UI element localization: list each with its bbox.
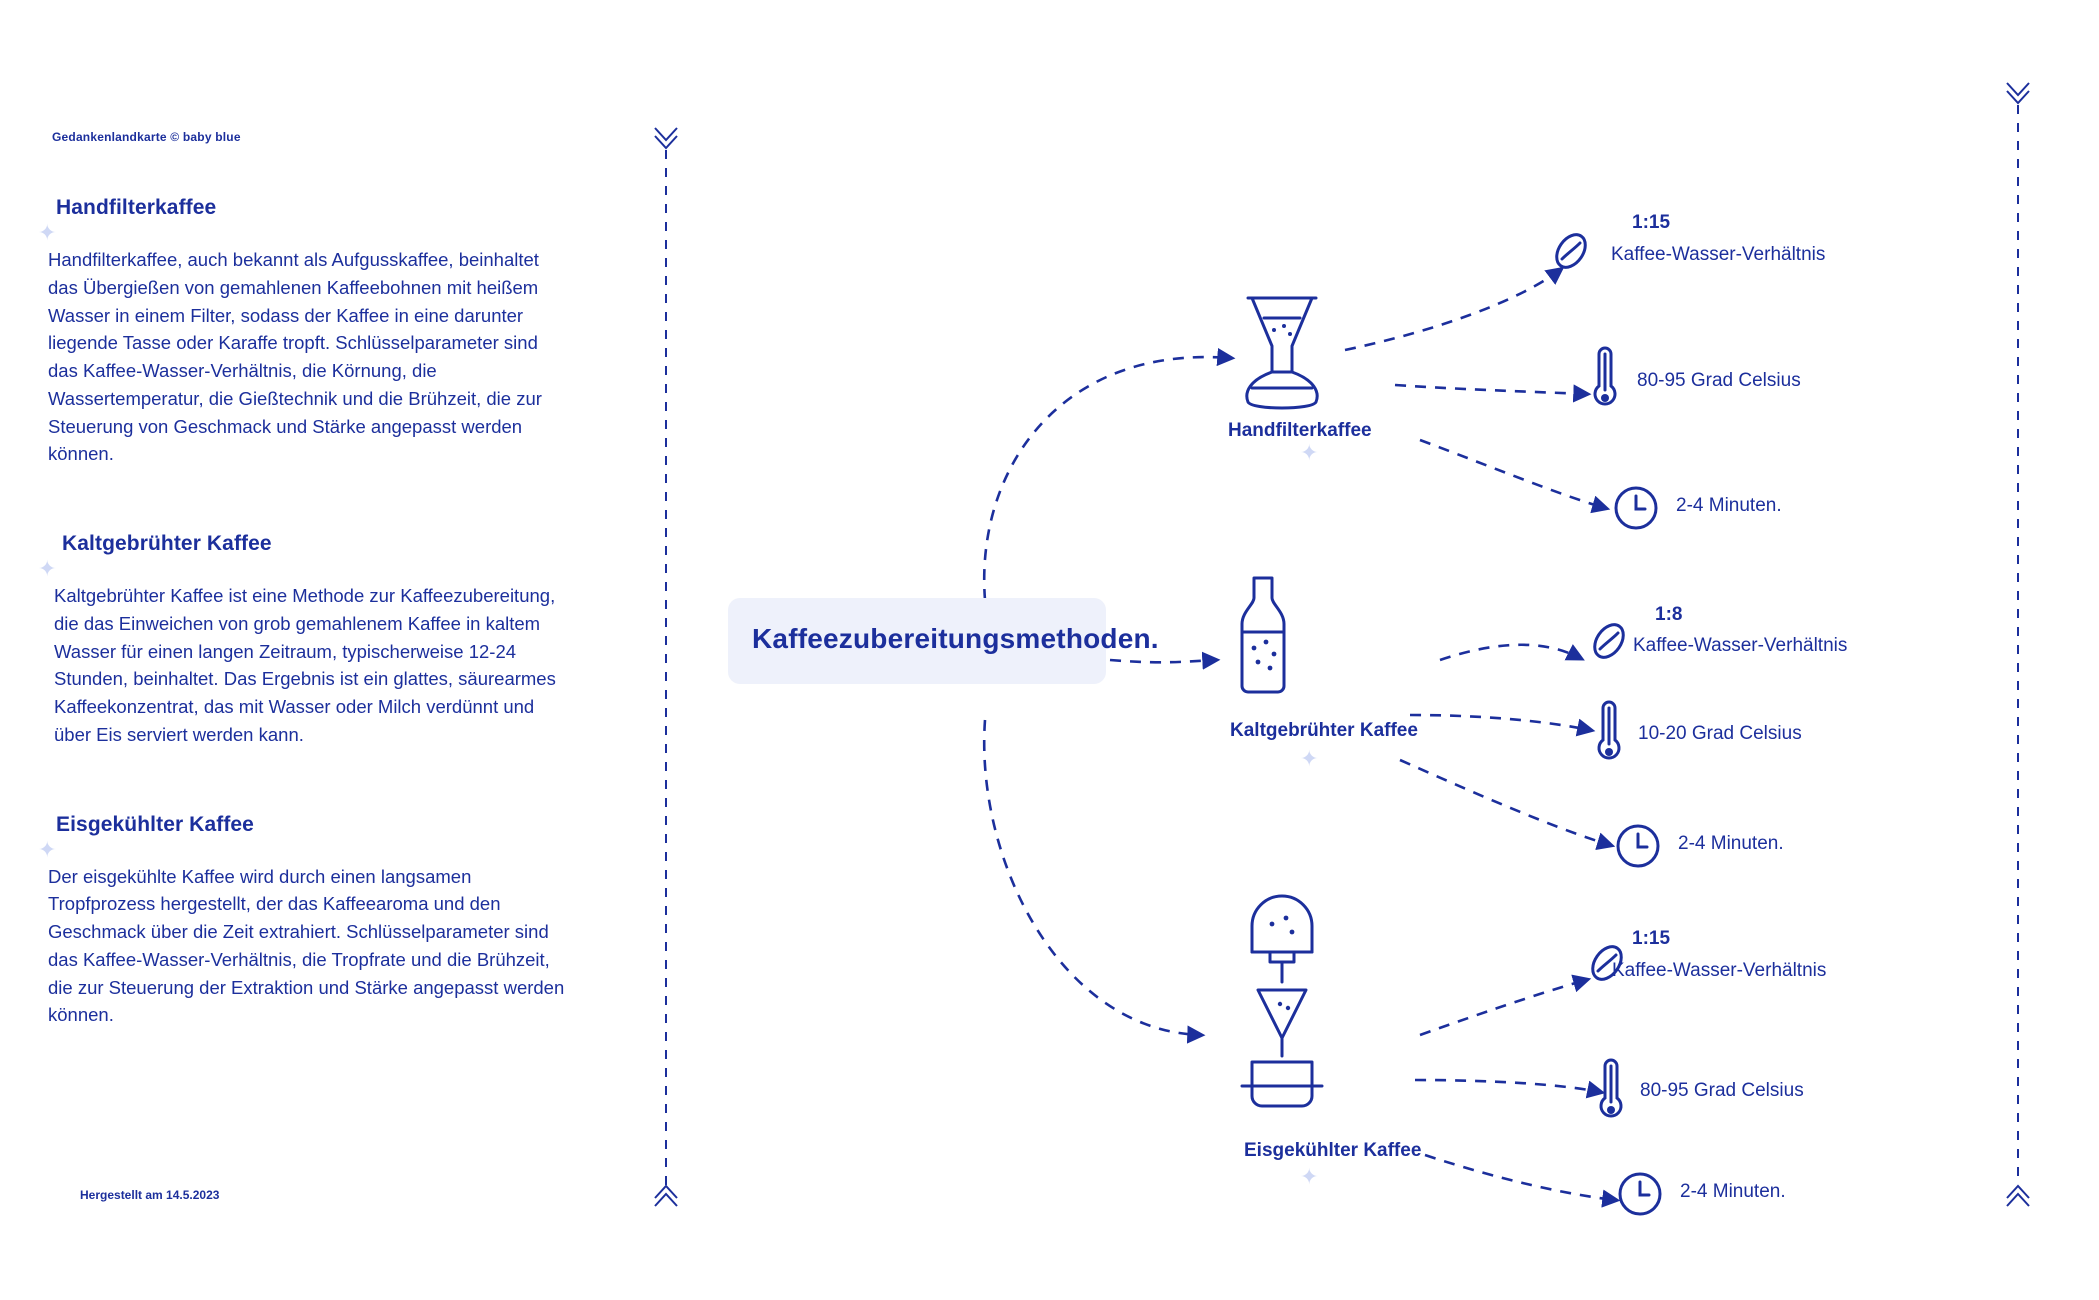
section-handfilterkaffee xyxy=(38,196,593,468)
sparkle-icon: ✦ xyxy=(1300,746,1319,771)
section-body: Handfilterkaffee, auch bekannt als Aufgusskaffee, beinhaltet das Übergießen von gemahlenen Kaffeebohnen mit heißem Wasser in einem Filter, sodass der Kaffee in eine darunter liegende Tasse oder Karaffe tropft. Schlüsselparameter sind das Kaffee-Wasser-Verhältnis, die Körnung, die Wassertemperatur, die Gießtechnik und die Brühzeit, die zur Steuerung von Geschmack und Stärke angepasst werden können. xyxy=(48,249,542,465)
made-on-label: Hergestellt am 14.5.2023 xyxy=(80,1188,220,1202)
section-title: Eisgekühlter Kaffee xyxy=(56,812,254,836)
section-body: Kaltgebrühter Kaffee ist eine Methode zur Kaffeezubereitung, die das Einweichen von grob gemahlenem Kaffee in kaltem Wasser für einen langen Zeitraum, typischerweise 12-24 Stunden, beinhaltet. Das Ergebnis ist ein glattes, säurearmes Kaffeekonzentrat, das mit Wasser oder Milch verdünnt und über Eis serviert werden kann. xyxy=(54,585,556,745)
pour-over-dripper-icon xyxy=(1228,288,1336,414)
section-eisgekuehlter-kaffee xyxy=(38,812,593,1030)
section-body: Der eisgekühlte Kaffee wird durch einen langsamen Tropfprozess hergestellt, der das Kaffeearoma und den Geschmack über die Zeit extrahiert. Schlüsselparameter sind das Kaffee-Wasser-Verhältnis, die Tropfrate und die Brühzeit, die zur Steuerung der Extraktion und Stärke angepasst werden können. xyxy=(48,865,565,1026)
section-title: Handfilterkaffee xyxy=(56,196,217,219)
sparkle-icon: ✦ xyxy=(1300,1164,1319,1189)
central-node[interactable] xyxy=(728,598,1159,684)
leaf-text-temp-3: 80-95 Grad Celsius xyxy=(1640,1080,1804,1101)
leaf-text-ratio-1: Kaffee-Wasser-Verhältnis xyxy=(1611,244,1826,265)
leaf-text-time-3: 2-4 Minuten. xyxy=(1680,1181,1786,1202)
branch-label-handfilterkaffee: Handfilterkaffee xyxy=(1228,420,1372,441)
sparkle-icon: ✦ xyxy=(38,220,57,245)
sparkle-icon: ✦ xyxy=(38,556,57,581)
ice-drip-tower-icon xyxy=(1230,890,1334,1120)
branch-label-kaltgebruehter-kaffee: Kaltgebrühter Kaffee xyxy=(1230,720,1418,741)
thermometer-icon xyxy=(1594,1060,1628,1126)
leaf-title-ratio-3: 1:15 xyxy=(1632,928,1671,949)
leaf-text-time-1: 2-4 Minuten. xyxy=(1676,495,1782,516)
clock-icon xyxy=(1610,482,1662,534)
leaf-title-ratio-2: 1:8 xyxy=(1655,604,1683,625)
central-node-label: Kaffeezubereitungsmethoden. xyxy=(752,623,1159,655)
branch-label-eisgekuehlter-kaffee: Eisgekühlter Kaffee xyxy=(1244,1140,1422,1161)
clock-icon xyxy=(1614,1168,1666,1220)
leaf-text-ratio-2: Kaffee-Wasser-Verhältnis xyxy=(1633,635,1848,656)
left-text-column xyxy=(38,130,593,1093)
thermometer-icon xyxy=(1588,348,1622,414)
coffee-bean-icon xyxy=(1586,618,1632,664)
leaf-text-temp-1: 80-95 Grad Celsius xyxy=(1637,370,1801,391)
section-kaltgebruehter-kaffee xyxy=(38,532,593,749)
sparkle-icon: ✦ xyxy=(1300,440,1319,465)
coffee-bean-icon xyxy=(1548,228,1594,274)
cold-brew-bottle-icon xyxy=(1228,572,1298,700)
thermometer-icon xyxy=(1592,702,1626,768)
leaf-title-ratio-1: 1:15 xyxy=(1632,212,1671,233)
sparkle-icon: ✦ xyxy=(38,836,57,862)
leaf-text-ratio-3: Kaffee-Wasser-Verhältnis xyxy=(1612,960,1827,981)
section-title: Kaltgebrühter Kaffee xyxy=(62,532,272,555)
clock-icon xyxy=(1612,820,1664,872)
leaf-text-temp-2: 10-20 Grad Celsius xyxy=(1638,723,1802,744)
leaf-text-time-2: 2-4 Minuten. xyxy=(1678,833,1784,854)
credit-line: Gedankenlandkarte © baby blue xyxy=(52,130,241,144)
